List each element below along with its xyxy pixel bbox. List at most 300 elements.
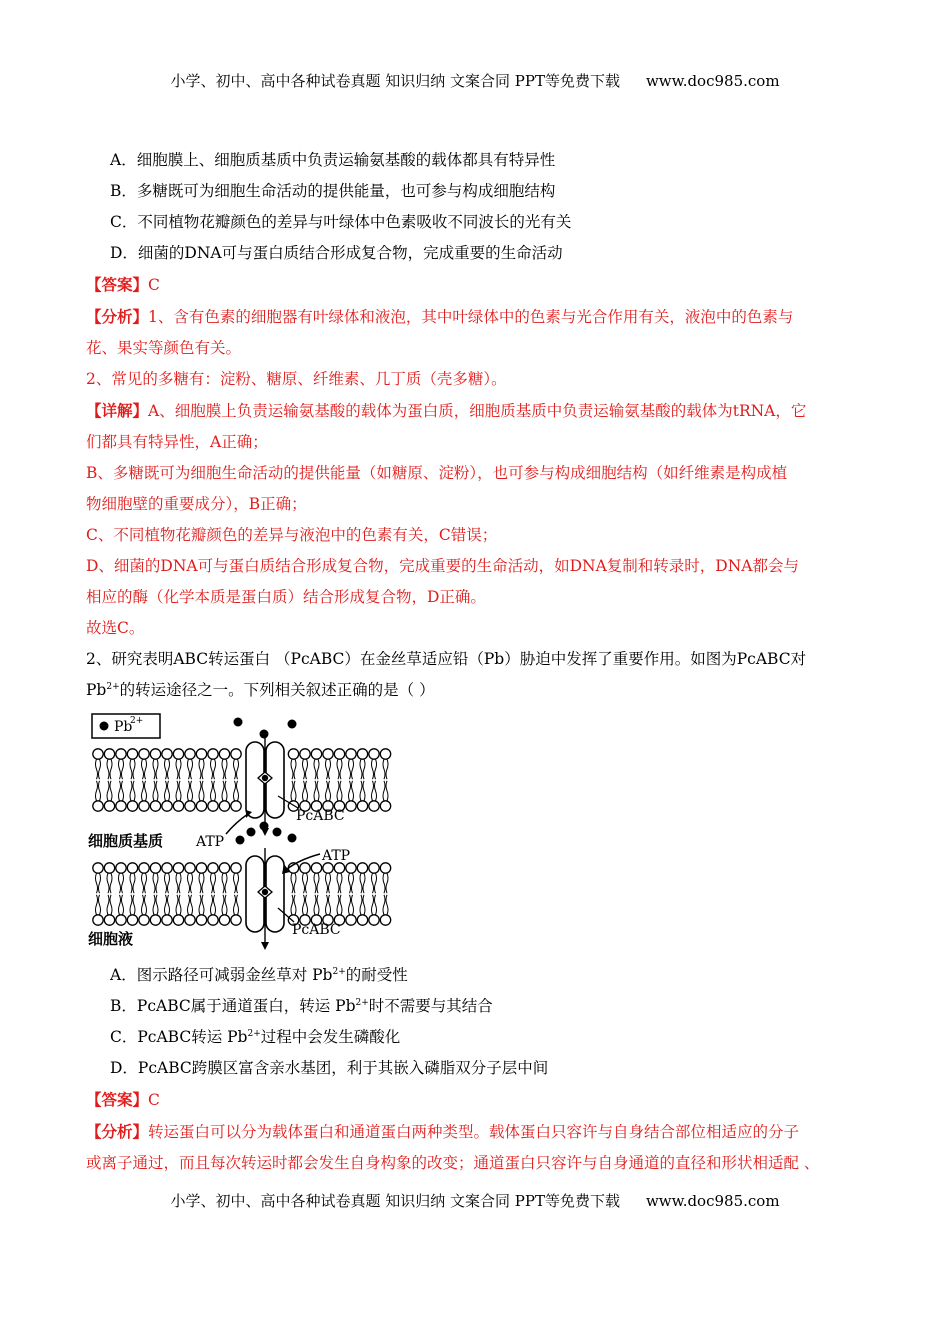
q1-detail-line: 们都具有特异性，A正确； — [86, 433, 268, 451]
plasma-membrane-tail — [188, 759, 190, 779]
plasma-membrane-tail — [142, 781, 144, 801]
plasma-membrane-tail — [179, 781, 181, 801]
pb-ion — [260, 730, 269, 739]
plasma-membrane-tail — [340, 759, 342, 779]
plasma-membrane-tail — [340, 781, 342, 801]
plasma-membrane-tail — [122, 759, 124, 779]
plasma-membrane-tail — [202, 781, 204, 801]
plasma-membrane-tail — [225, 781, 227, 801]
plasma-membrane-head — [357, 749, 367, 759]
q2-answer — [86, 1084, 876, 1116]
plasma-membrane-tail — [375, 759, 377, 779]
q1-option-d: D．细菌的DNA可与蛋白质结合形成复合物，完成重要的生命活动 — [110, 244, 563, 262]
tonoplast-tail — [386, 873, 388, 893]
tonoplast-tail — [291, 895, 293, 915]
q2-option-b: B．PcABC属于通道蛋白，转运 $Pb^{2+}$时不需要与其结合 — [110, 997, 493, 1015]
tonoplast-tail — [363, 895, 365, 915]
page-header — [0, 70, 950, 91]
plasma-membrane-head — [104, 801, 114, 811]
plasma-membrane-tail — [107, 781, 109, 801]
plasma-membrane-head — [323, 749, 333, 759]
tonoplast-head — [346, 863, 356, 873]
legend-label: Pb — [114, 719, 133, 735]
tonoplast-tail — [234, 895, 236, 915]
plasma-membrane-tail — [237, 781, 239, 801]
q2-option-d: D．PcABC跨膜区富含亲水基团，利于其嵌入磷脂双分子层中间 — [110, 1059, 549, 1077]
tonoplast-tail — [96, 873, 98, 893]
tonoplast-tail — [156, 895, 158, 915]
tonoplast-tail — [329, 873, 331, 893]
tonoplast-tail — [188, 895, 190, 915]
plasma-membrane-tail — [145, 781, 147, 801]
plasma-membrane-head — [300, 749, 310, 759]
tonoplast-tail — [202, 895, 204, 915]
tonoplast-head — [173, 915, 183, 925]
plasma-membrane-tail — [142, 759, 144, 779]
tonoplast-tail — [375, 895, 377, 915]
tonoplast-head — [173, 863, 183, 873]
tonoplast-tail — [165, 873, 167, 893]
answer-value: C — [148, 276, 160, 294]
tonoplast-head — [127, 915, 137, 925]
tonoplast-tail — [199, 873, 201, 893]
page-content — [86, 145, 876, 1179]
analysis-text: 1、含有色素的细胞器有叶绿体和液泡，其中叶绿体中的色素与光合作用有关，液泡中的色素与 — [148, 308, 794, 326]
tonoplast-tail — [337, 895, 339, 915]
tonoplast-tail — [326, 873, 328, 893]
plasma-membrane-tail — [291, 781, 293, 801]
pcabc-transport-figure — [86, 712, 426, 952]
plasma-membrane-tail — [222, 781, 224, 801]
tonoplast-head — [219, 863, 229, 873]
plasma-membrane-tail — [303, 759, 305, 779]
plasma-membrane-tail — [191, 781, 193, 801]
tonoplast-tail — [142, 895, 144, 915]
plasma-membrane-head — [369, 801, 379, 811]
plasma-membrane-head — [150, 801, 160, 811]
tonoplast-tail — [340, 873, 342, 893]
tonoplast-tail — [352, 895, 354, 915]
tonoplast-head — [196, 863, 206, 873]
plasma-membrane-head — [116, 749, 126, 759]
label-cytoplasm: 细胞质基质 — [88, 832, 164, 850]
plasma-membrane-tail — [383, 759, 385, 779]
plasma-membrane-head — [139, 749, 149, 759]
plasma-membrane-tail — [99, 781, 101, 801]
answer-value: C — [148, 1091, 160, 1109]
plasma-membrane-head — [311, 749, 321, 759]
detail-text: A、细胞膜上负责运输氨基酸的载体为蛋白质，细胞质基质中负责运输氨基酸的载体为tRNA，它 — [148, 402, 807, 420]
tonoplast-head — [150, 863, 160, 873]
plasma-membrane-tail — [202, 759, 204, 779]
pb-ion — [260, 822, 269, 831]
plasma-membrane-tail — [352, 781, 354, 801]
tonoplast-tail — [153, 895, 155, 915]
plasma-membrane-tail — [133, 781, 135, 801]
tonoplast-head — [116, 863, 126, 873]
plasma-membrane-head — [185, 749, 195, 759]
plasma-membrane-bound-pb — [262, 775, 268, 781]
plasma-membrane-tail — [110, 781, 112, 801]
label-vacuole: 细胞液 — [88, 930, 134, 948]
tonoplast-tail — [133, 873, 135, 893]
tonoplast-tail — [122, 873, 124, 893]
legend-sup: 2+ — [130, 716, 144, 726]
tonoplast-tail — [222, 873, 224, 893]
pb-ion — [236, 836, 245, 845]
plasma-membrane-tail — [191, 759, 193, 779]
detail-tag: 【详解】 — [86, 401, 149, 420]
plasma-membrane-tail — [96, 759, 98, 779]
plasma-membrane-tail — [306, 781, 308, 801]
q2-stem-line — [86, 675, 876, 706]
q1-detail-line: C、不同植物花瓣颜色的差异与液泡中的色素有关，C错误； — [86, 526, 498, 544]
plasma-membrane-head — [208, 801, 218, 811]
q1-analysis-line: 花、果实等颜色有关。 — [86, 339, 242, 357]
tonoplast-tail — [225, 873, 227, 893]
plasma-membrane-tail — [303, 781, 305, 801]
plasma-membrane-head — [346, 749, 356, 759]
plasma-membrane-head — [162, 749, 172, 759]
label-atp-bottom: ATP — [322, 848, 351, 864]
plasma-membrane-head — [334, 749, 344, 759]
plasma-membrane-tail — [130, 781, 132, 801]
tonoplast-tail — [176, 895, 178, 915]
plasma-membrane-tail — [375, 781, 377, 801]
tonoplast-tail — [294, 895, 296, 915]
tonoplast-tail — [156, 873, 158, 893]
page-footer — [0, 1190, 950, 1211]
tonoplast-tail — [188, 873, 190, 893]
tonoplast-tail — [176, 873, 178, 893]
tonoplast-tail — [317, 873, 319, 893]
q1-analysis-line: 2、常见的多糖有：淀粉、糖原、纤维素、几丁质（壳多糖）。 — [86, 370, 507, 388]
tonoplast-tail — [386, 895, 388, 915]
q1-detail-line: 相应的酶（化学本质是蛋白质）结合形成复合物，D正确。 — [86, 588, 486, 606]
plasma-membrane-tail — [153, 781, 155, 801]
plasma-membrane-tail — [317, 759, 319, 779]
tonoplast-head — [208, 915, 218, 925]
plasma-membrane-tail — [314, 759, 316, 779]
q1-detail-line: B、多糖既可为细胞生命活动的提供能量（如糖原、淀粉），也可参与构成细胞结构（如纤维素是构成植 — [86, 464, 788, 482]
tonoplast-tail — [314, 873, 316, 893]
q1-analysis-line — [86, 301, 876, 333]
tonoplast-head — [208, 863, 218, 873]
tonoplast-tail — [202, 873, 204, 893]
tonoplast-tail — [122, 895, 124, 915]
plasma-membrane-head — [219, 749, 229, 759]
tonoplast-head — [150, 915, 160, 925]
tonoplast-tail — [340, 895, 342, 915]
tonoplast-tail — [130, 895, 132, 915]
plasma-membrane-tail — [383, 781, 385, 801]
plasma-membrane-tail — [294, 759, 296, 779]
tonoplast-tail — [306, 873, 308, 893]
tonoplast-tail — [329, 895, 331, 915]
tonoplast-tail — [130, 873, 132, 893]
plasma-membrane-head — [139, 801, 149, 811]
footer-text: 小学、初中、高中各种试卷真题 知识归纳 文案合同 PPT等免费下载 — [170, 1192, 620, 1210]
plasma-membrane-head — [357, 801, 367, 811]
plasma-membrane-head — [288, 749, 298, 759]
q1-detail-line — [86, 395, 876, 427]
tonoplast-head — [369, 863, 379, 873]
tonoplast-head — [185, 863, 195, 873]
tonoplast-tail — [372, 873, 374, 893]
plasma-membrane-head — [185, 801, 195, 811]
tonoplast-head — [311, 863, 321, 873]
plasma-membrane-tail — [237, 759, 239, 779]
pb-ion — [288, 834, 297, 843]
tonoplast-tail — [145, 895, 147, 915]
plasma-membrane-head — [196, 801, 206, 811]
tonoplast-head — [231, 863, 241, 873]
tonoplast-tail — [349, 873, 351, 893]
tonoplast-tail — [303, 895, 305, 915]
plasma-membrane-tail — [119, 781, 121, 801]
plasma-membrane-head — [219, 801, 229, 811]
plasma-membrane-head — [196, 749, 206, 759]
plasma-membrane-head — [380, 801, 390, 811]
plasma-membrane-tail — [363, 781, 365, 801]
analysis-tag: 【分析】 — [86, 1122, 149, 1141]
tonoplast-tail — [314, 895, 316, 915]
plasma-membrane-tail — [179, 759, 181, 779]
q1-detail-line: D、细菌的DNA可与蛋白质结合形成复合物，完成重要的生命活动，如DNA复制和转录时，DNA都会与 — [86, 557, 799, 575]
plasma-membrane-tail — [314, 781, 316, 801]
plasma-membrane-tail — [211, 781, 213, 801]
plasma-membrane-head — [162, 801, 172, 811]
footer-url[interactable]: www.doc985.com — [645, 1192, 780, 1210]
plasma-membrane-tail — [372, 759, 374, 779]
plasma-membrane-head — [380, 749, 390, 759]
tonoplast-tail — [337, 873, 339, 893]
plasma-membrane-tail — [176, 781, 178, 801]
plasma-membrane-tail — [337, 781, 339, 801]
tonoplast-tail — [191, 873, 193, 893]
plasma-membrane-tail — [337, 759, 339, 779]
header-text: 小学、初中、高中各种试卷真题 知识归纳 文案合同 PPT等免费下载 — [170, 72, 620, 90]
plasma-membrane-tail — [165, 759, 167, 779]
plasma-membrane-head — [231, 749, 241, 759]
plasma-membrane-head — [173, 801, 183, 811]
tonoplast-tail — [110, 873, 112, 893]
tonoplast-tail — [383, 873, 385, 893]
plasma-membrane-tail — [165, 781, 167, 801]
plasma-membrane-tail — [199, 759, 201, 779]
header-url[interactable]: www.doc985.com — [645, 72, 780, 90]
plasma-membrane-tail — [110, 759, 112, 779]
tonoplast-head — [93, 863, 103, 873]
plasma-membrane-tail — [326, 781, 328, 801]
plasma-membrane-tail — [156, 759, 158, 779]
tonoplast-tail — [294, 873, 296, 893]
tonoplast-tail — [326, 895, 328, 915]
plasma-membrane-tail — [291, 759, 293, 779]
plasma-membrane-tail — [372, 781, 374, 801]
plasma-membrane-tail — [329, 759, 331, 779]
plasma-membrane-tail — [119, 759, 121, 779]
pb-ion — [234, 718, 243, 727]
answer-tag: 【答案】 — [86, 1090, 149, 1109]
plasma-membrane-tail — [349, 781, 351, 801]
tonoplast-tail — [191, 895, 193, 915]
tonoplast-tail — [107, 873, 109, 893]
tonoplast-head — [357, 915, 367, 925]
label-pcabc-top: PcABC — [296, 808, 345, 824]
q2-analysis-line — [86, 1116, 876, 1148]
plasma-membrane-tail — [386, 781, 388, 801]
plasma-membrane-head — [208, 749, 218, 759]
tonoplast-tail — [306, 895, 308, 915]
plasma-membrane-tail — [222, 759, 224, 779]
plasma-membrane-tail — [214, 759, 216, 779]
tonoplast-tail — [211, 873, 213, 893]
tonoplast-tail — [317, 895, 319, 915]
tonoplast-tail — [179, 873, 181, 893]
tonoplast-tail — [237, 895, 239, 915]
tonoplast-tail — [145, 873, 147, 893]
plasma-membrane-tail — [329, 781, 331, 801]
tonoplast-head — [185, 915, 195, 925]
legend-pb-dot — [100, 722, 109, 731]
plasma-membrane-tail — [349, 759, 351, 779]
plasma-membrane-tail — [145, 759, 147, 779]
q1-option-a: A．细胞膜上、细胞质基质中负责运输氨基酸的载体都具有特异性 — [110, 151, 556, 169]
analysis-tag: 【分析】 — [86, 307, 149, 326]
q1-option-c: C．不同植物花瓣颜色的差异与叶绿体中色素吸收不同波长的光有关 — [110, 213, 572, 231]
tonoplast-tail — [363, 873, 365, 893]
pointer-atp-top — [226, 814, 248, 834]
plasma-membrane-head — [369, 749, 379, 759]
plasma-membrane-tail — [168, 759, 170, 779]
label-pcabc-bottom: PcABC — [292, 922, 341, 938]
tonoplast-tail — [291, 873, 293, 893]
plasma-membrane-tail — [107, 759, 109, 779]
q1-detail-line: 故选C。 — [86, 619, 145, 637]
tonoplast-head — [380, 915, 390, 925]
q2-stem-rest: 的转运途径之一。下列相关叙述正确的是（ ） — [119, 681, 435, 699]
tonoplast-tail — [99, 895, 101, 915]
plasma-membrane-tail — [99, 759, 101, 779]
label-atp-top: ATP — [196, 834, 225, 850]
tonoplast-head — [300, 863, 310, 873]
q2-stem-pb: Pb — [86, 681, 107, 699]
plasma-membrane-tail — [326, 759, 328, 779]
tonoplast-head — [162, 863, 172, 873]
tonoplast-tail — [225, 895, 227, 915]
q2-analysis-line: 或离子通过，而且每次转运时都会发生自身构象的改变；通道蛋白只容许与自身通道的直径和形状相适配 、 — [86, 1154, 820, 1172]
tonoplast-head — [369, 915, 379, 925]
plasma-membrane-tail — [122, 781, 124, 801]
plasma-membrane-head — [104, 749, 114, 759]
tonoplast-tail — [199, 895, 201, 915]
q1-detail-line: 物细胞壁的重要成分），B正确； — [86, 495, 307, 513]
plasma-membrane-tail — [306, 759, 308, 779]
tonoplast-head — [127, 863, 137, 873]
plasma-membrane-tail — [317, 781, 319, 801]
plasma-membrane-head — [231, 801, 241, 811]
tonoplast-tail — [237, 873, 239, 893]
membrane-diagram — [86, 712, 426, 952]
tonoplast-head — [116, 915, 126, 925]
tonoplast-head — [139, 915, 149, 925]
tonoplast-head — [104, 863, 114, 873]
pb-ion — [247, 828, 256, 837]
tonoplast-tail — [383, 895, 385, 915]
tonoplast-head — [162, 915, 172, 925]
tonoplast-tail — [214, 873, 216, 893]
plasma-membrane-tail — [133, 759, 135, 779]
tonoplast-head — [139, 863, 149, 873]
plasma-membrane-head — [93, 749, 103, 759]
tonoplast-tail — [165, 895, 167, 915]
q1-option-b: B．多糖既可为细胞生命活动的提供能量，也可参与构成细胞结构 — [110, 182, 556, 200]
plasma-membrane-tail — [360, 759, 362, 779]
tonoplast-head — [93, 915, 103, 925]
tonoplast-arrowhead — [261, 942, 269, 950]
plasma-membrane-head — [116, 801, 126, 811]
tonoplast-tail — [168, 895, 170, 915]
plasma-membrane-tail — [214, 781, 216, 801]
tonoplast-tail — [107, 895, 109, 915]
tonoplast-head — [334, 863, 344, 873]
plasma-membrane-tail — [168, 781, 170, 801]
plasma-membrane-head — [127, 749, 137, 759]
answer-tag: 【答案】 — [86, 275, 149, 294]
tonoplast-head — [219, 915, 229, 925]
plasma-membrane-tail — [352, 759, 354, 779]
plasma-membrane-head — [93, 801, 103, 811]
plasma-membrane-head — [173, 749, 183, 759]
tonoplast-head — [323, 863, 333, 873]
tonoplast-tail — [349, 895, 351, 915]
tonoplast-tail — [99, 873, 101, 893]
tonoplast-tail — [96, 895, 98, 915]
analysis-text: 转运蛋白可以分为载体蛋白和通道蛋白两种类型。载体蛋白只容许与自身结合部位相适应的分子 — [148, 1123, 800, 1141]
tonoplast-bound-pb — [262, 889, 268, 895]
q2-stem-line: 2、研究表明ABC转运蛋白 （PcABC）在金丝草适应铅（Pb）胁迫中发挥了重要作用。如图为PcABC对 — [86, 650, 807, 668]
tonoplast-head — [104, 915, 114, 925]
plasma-membrane-tail — [225, 759, 227, 779]
tonoplast-tail — [352, 873, 354, 893]
plasma-membrane-tail — [360, 781, 362, 801]
plasma-membrane-tail — [188, 781, 190, 801]
plasma-membrane-tail — [156, 781, 158, 801]
tonoplast-tail — [372, 895, 374, 915]
tonoplast-head — [346, 915, 356, 925]
tonoplast-tail — [360, 873, 362, 893]
tonoplast-tail — [119, 873, 121, 893]
plasma-membrane-head — [150, 749, 160, 759]
plasma-membrane-tail — [96, 781, 98, 801]
plasma-membrane-tail — [363, 759, 365, 779]
plasma-membrane-tail — [234, 759, 236, 779]
tonoplast-tail — [110, 895, 112, 915]
tonoplast-tail — [375, 873, 377, 893]
tonoplast-tail — [222, 895, 224, 915]
plasma-membrane-tail — [199, 781, 201, 801]
tonoplast-tail — [303, 873, 305, 893]
plasma-membrane-head — [127, 801, 137, 811]
tonoplast-head — [357, 863, 367, 873]
q2-option-a: A．图示路径可减弱金丝草对 $Pb^{2+}$的耐受性 — [110, 966, 408, 984]
q2-option-c: C．PcABC转运 $Pb^{2+}$过程中会发生磷酸化 — [110, 1028, 401, 1046]
q2-stem-sup: 2+ — [106, 681, 120, 692]
tonoplast-head — [231, 915, 241, 925]
pb-ion — [273, 828, 282, 837]
tonoplast-tail — [214, 895, 216, 915]
